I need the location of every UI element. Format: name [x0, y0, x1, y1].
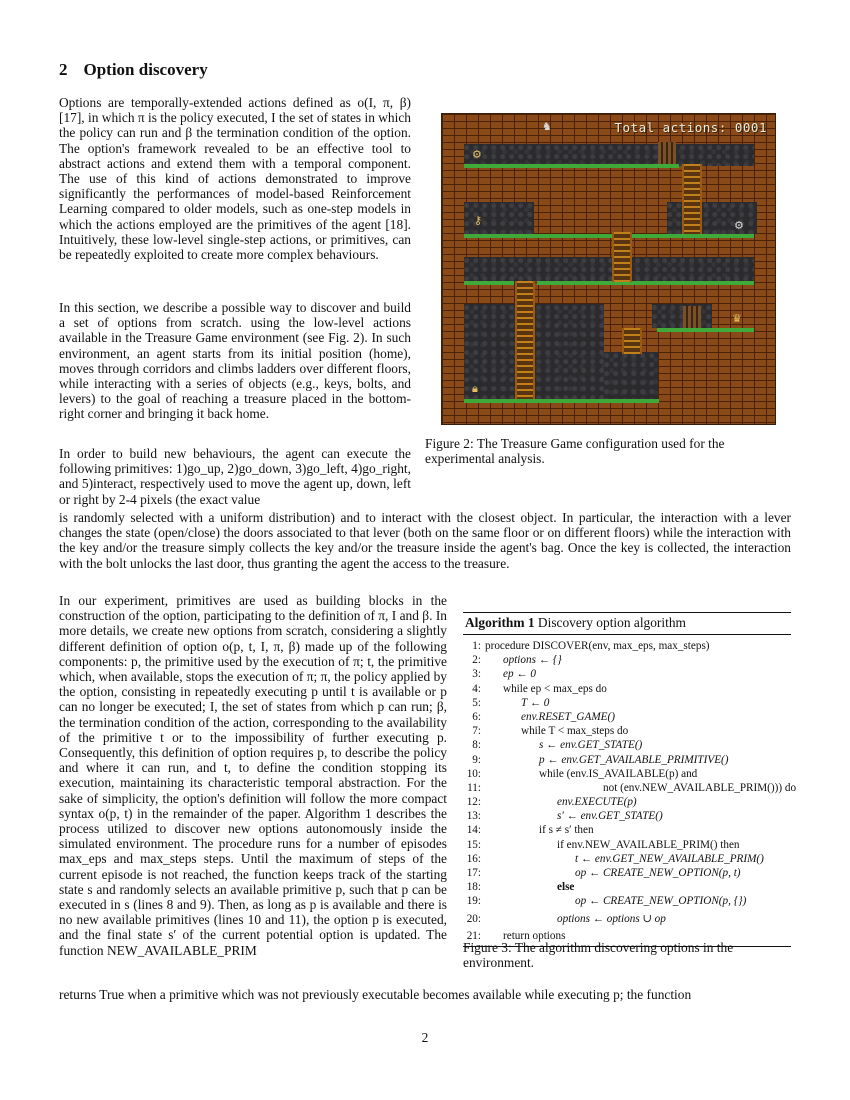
- line-text: while ep < max_eps do: [503, 682, 607, 695]
- algorithm-line: [463, 653, 791, 667]
- line-number: 2:: [472, 654, 481, 667]
- line-number: 1:: [472, 640, 481, 652]
- algorithm-line: [463, 809, 791, 823]
- paragraph-experiment: In our experiment, primitives are used as building blocks in the construction of the option, participating to the definition of π, I and β. In more details, we create new options from scratch, considering a slightly different definition of option o(p, t, I, π, β) made up of the following components: p, the primitive used by the execution of π; t, the primitive which, when available, stops the execution of π; π, the policy applied by the option, consisting in repeatedly executing p until t is available or p can no longer be executed; I, the set of states from which p can run; β, the termination condition of the action, corresponding to the availability of the primitive t or to the impossibility of further executing p. Consequently, this definition of option requires p, to describe the policy and where it can run, and t, to define the condition stopping its execution, maintaining its characteristic temporal abstraction. For the sake of simplicity, the option's definition will follow the more compact syntax o(p, t) in the remainder of the paper. Algorithm 1 describes the process utilized to discover new options autonomously inside the simulated environment. The procedure runs for a number of episodes max_eps and max_steps steps. Until the maximum of steps of the current episode is not reached, the function keeps track of the starting state s and randomly selects an available primitive p, such that p can be executed in s (lines 8 and 9). Then, as long as p is available and there is no new available primitives (lines 10 and 11), the option p is executed, and the final state s′ of the current potential option is updated. The function NEW_AVAILABLE_PRIM: [59, 593, 447, 958]
- algorithm-line: [463, 767, 791, 781]
- line-text: options ← options ∪ op: [557, 912, 666, 925]
- paragraph-treasure-game: In this section, we describe a possible way to discover and build a set of options from scratch. using the low-level actions available in the Treasure Game environment (see Fig. 2). In such environment, an agent starts from its initial position (home), moves through corridors and climbs ladders over different floors, while interacting with a series of objects (e.g., keys, bolts, and levers) to the goal of reaching a treasure placed in the bottom-right corner and bringing it back home.: [59, 300, 411, 422]
- bolt-icon: 🔒︎: [472, 382, 478, 395]
- line-text: while T < max_steps do: [521, 725, 629, 738]
- algorithm-line: [463, 838, 791, 852]
- algorithm-line: [463, 724, 791, 738]
- line-number: 20:: [466, 912, 481, 925]
- algorithm-line: [463, 852, 791, 866]
- treasure-icon: ♛: [732, 312, 742, 325]
- total-actions-counter: Total actions: 0001: [614, 120, 767, 135]
- line-number: 8:: [472, 739, 481, 752]
- figure-3-caption: Figure 3: The algorithm discovering options in the environment.: [463, 940, 734, 971]
- algorithm-title: [463, 613, 791, 635]
- line-text: procedure DISCOVER(env, max_eps, max_steps): [485, 640, 710, 652]
- algorithm-label: Algorithm 1: [465, 615, 535, 630]
- line-number: 21:: [466, 929, 481, 942]
- line-number: 11:: [467, 781, 481, 794]
- agent-icon: ♞: [542, 120, 552, 133]
- lever-icon: ⚙: [734, 219, 744, 232]
- line-number: 16:: [466, 852, 481, 865]
- algorithm-line: [463, 753, 791, 767]
- line-text: op ← CREATE_NEW_OPTION(p, {}): [575, 895, 747, 908]
- line-text: options ← {}: [503, 654, 562, 667]
- line-number: 15:: [466, 838, 481, 851]
- line-number: 17:: [466, 867, 481, 879]
- algorithm-line: [463, 639, 791, 653]
- algorithm-line: [463, 912, 791, 926]
- floor-platform: [537, 281, 754, 285]
- lever-icon: ⚙: [472, 148, 482, 161]
- line-text: t ← env.GET_NEW_AVAILABLE_PRIM(): [575, 852, 764, 865]
- algorithm-line: [463, 738, 791, 752]
- door: [658, 142, 676, 164]
- algorithm-line: [463, 795, 791, 809]
- section-title: Option discovery: [83, 60, 208, 79]
- line-text: env.EXECUTE(p): [557, 796, 637, 809]
- paragraph-function-description: returns True when a primitive which was not previously executable becomes available while executing p; the function: [59, 987, 692, 1002]
- algorithm-line: [463, 667, 791, 681]
- door: [683, 306, 701, 328]
- line-text: env.RESET_GAME(): [521, 710, 615, 723]
- line-number: 3:: [472, 668, 481, 681]
- line-number: 13:: [466, 810, 481, 823]
- paragraph-primitives-continued: is randomly selected with a uniform distribution) and to interact with the closest object. In particular, the interaction with a lever changes the state (open/close) the doors associated to that lever (both on the same floor or on different floors) while the interaction with the key and/or the treasure simply collects the key and/or the treasure inside the agent's bag. Once the key is collected, the interaction with the bolt unlocks the last door, thus granting the agent the access to the treasure.: [59, 510, 791, 571]
- page-number: 2: [421, 1030, 429, 1045]
- line-text: not (env.NEW_AVAILABLE_PRIM())) do: [603, 781, 797, 794]
- line-text: return options: [503, 929, 566, 942]
- line-text: p ← env.GET_AVAILABLE_PRIMITIVE(): [539, 753, 729, 766]
- floor-platform: [464, 164, 679, 168]
- line-number: 7:: [472, 725, 481, 738]
- corridor: [604, 352, 658, 400]
- section-number: 2: [59, 60, 68, 79]
- algorithm-line: [463, 894, 791, 908]
- algorithm-line: [463, 696, 791, 710]
- corridor: [464, 144, 754, 166]
- line-number: 12:: [466, 796, 481, 809]
- section-heading: [59, 60, 208, 80]
- floor-platform: [657, 328, 754, 332]
- ladder: [682, 164, 702, 234]
- figure-2-caption: Figure 2: The Treasure Game configuration used for the experimental analysis.: [425, 436, 725, 467]
- treasure-game-image: [441, 113, 776, 425]
- line-number: 4:: [472, 682, 481, 695]
- line-number: 9:: [472, 753, 481, 766]
- line-text: if s ≠ s′ then: [539, 824, 594, 837]
- line-text: if env.NEW_AVAILABLE_PRIM() then: [557, 838, 740, 851]
- line-text: T ← 0: [521, 696, 550, 709]
- line-text: else: [557, 881, 575, 894]
- algorithm-line: [463, 710, 791, 724]
- line-text: ep ← 0: [503, 668, 536, 681]
- algorithm-lines: [463, 635, 797, 946]
- line-text: s ← env.GET_STATE(): [539, 739, 643, 752]
- line-number: 10:: [466, 767, 481, 780]
- line-text: s′ ← env.GET_STATE(): [557, 810, 663, 823]
- key-icon: ⚷: [474, 214, 483, 227]
- floor-platform: [464, 281, 514, 285]
- paragraph-options-intro: Options are temporally-extended actions defined as o(I, π, β) [17], in which π is the policy executed, I the set of states in which the policy can run and β the termination condition of the option. The option's framework revealed to be an effective tool to abstract actions and extend them with a temporal component. The use of this kind of actions demonstrated to improve significantly the performances of model-based Reinforcement Learning compared to older models, such as one-step models in which the actions employed are the primitives of the agent [18]. Intuitively, these low-level single-step actions, or primitives, can be repeatedly exploited to create more complex behaviours.: [59, 95, 411, 263]
- paragraph-primitives: In order to build new behaviours, the agent can execute the following primitives: 1)go_up, 2)go_down, 3)go_left, 4)go_right, and 5)interact, respectively used to move the agent up, down, left or right by 2-4 pixels (the exact value: [59, 446, 411, 507]
- line-text: op ← CREATE_NEW_OPTION(p, t): [575, 867, 741, 879]
- line-text: while (env.IS_AVAILABLE(p) and: [539, 767, 698, 780]
- floor-platform: [464, 234, 754, 238]
- ladder: [622, 328, 642, 354]
- line-number: 14:: [466, 824, 481, 837]
- algorithm-line: [463, 682, 791, 696]
- algorithm-line: [463, 880, 791, 894]
- ladder: [612, 232, 632, 282]
- line-number: 6:: [472, 710, 481, 723]
- ladder: [515, 281, 535, 399]
- algorithm-box: [463, 612, 797, 947]
- algorithm-line: [463, 823, 791, 837]
- algorithm-line: [463, 866, 791, 880]
- line-number: 19:: [466, 895, 481, 908]
- corridor: [464, 257, 754, 281]
- line-number: 5:: [472, 696, 481, 709]
- algorithm-line: [463, 781, 797, 795]
- corridor: [652, 304, 712, 328]
- floor-platform: [464, 399, 659, 403]
- line-number: 18:: [466, 881, 481, 894]
- algorithm-name: Discovery option algorithm: [537, 615, 686, 630]
